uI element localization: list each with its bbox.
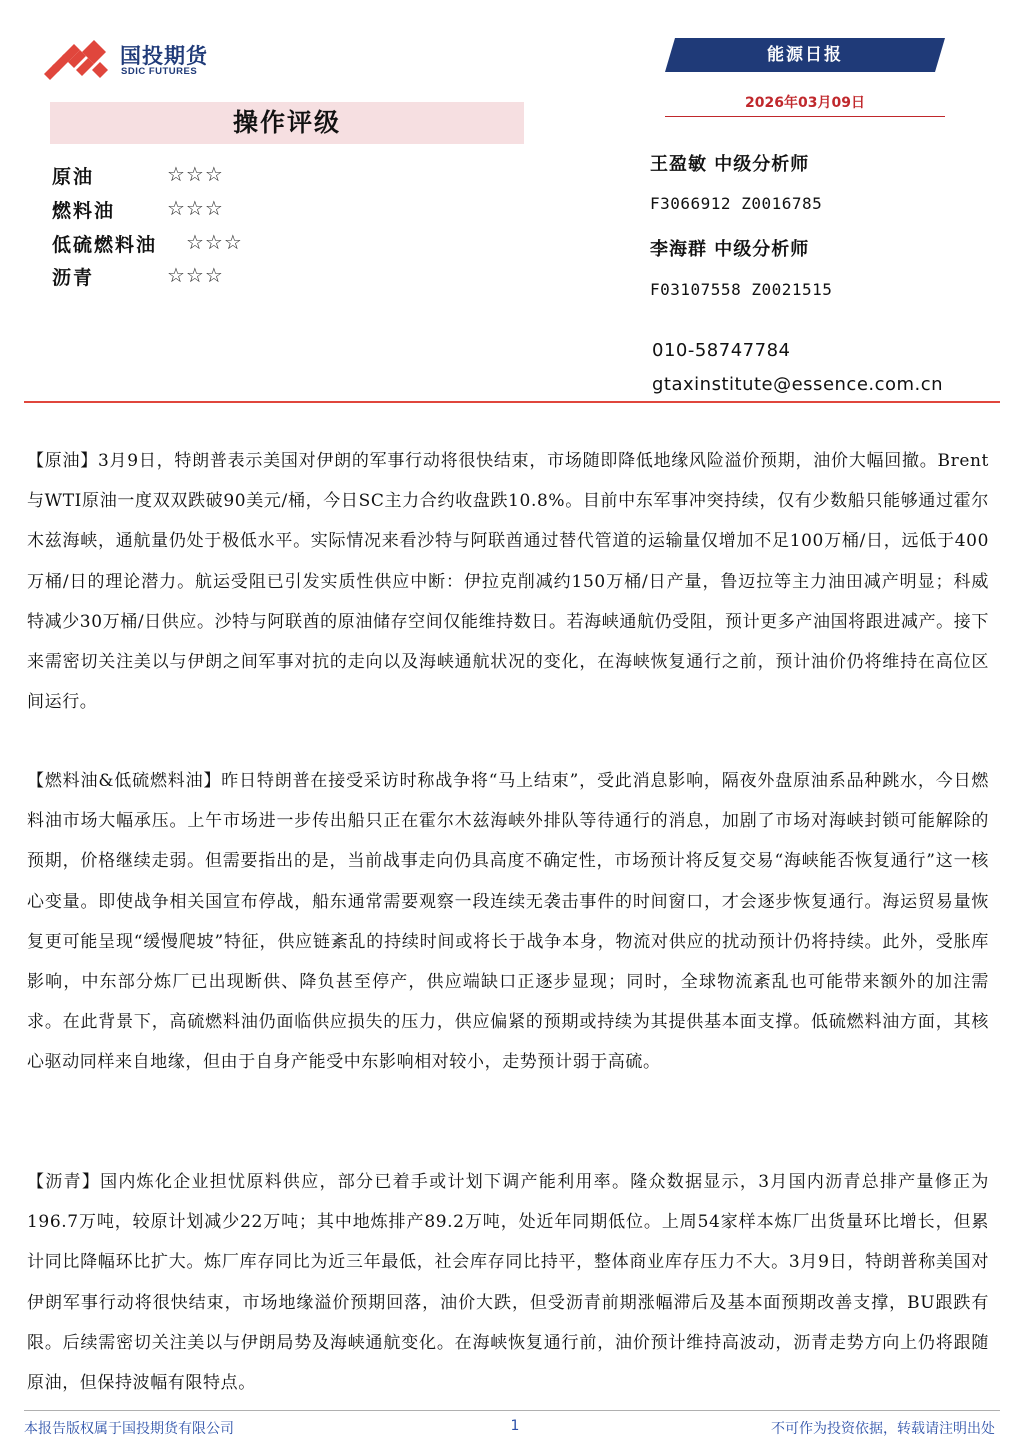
header-divider [24, 401, 1000, 403]
company-logo [42, 40, 242, 80]
logo-chinese-name: 国投期货 [120, 44, 208, 68]
rating-label-low-sulfur-fuel-oil: 低硫燃料油 [52, 234, 158, 256]
logo-mark-icon [42, 40, 114, 80]
paragraph-crude-oil: 【原油】3月9日，特朗普表示美国对伊朗的军事行动将很快结束，市场随即降低地缘风险溢价预期，油价大幅回撤。Brent与WTI原油一度双双跌破90美元/桶，今日SC主力合约收盘跌10.8%。目前中东军事冲突持续，仅有少数船只能够通过霍尔木兹海峡，通航量仍处于极低水平。实际情况来看沙特与阿联酋通过替代管道的运输量仅增加不足100万桶/日，远低于400万桶/日的理论潜力。航运受阻已引发实质性供应中断：伊拉克削减约150万桶/日产量，鲁迈拉等主力油田减产明显；科威特减少30万桶/日供应。沙特与阿联酋的原油储存空间仅能维持数日。若海峡通航仍受阻，预计更多产油国将跟进减产。接下来需密切关注美以与伊朗之间军事对抗的走向以及海峡通航状况的变化，在海峡恢复通行之前，预计油价仍将维持在高位区间运行。 [27, 451, 989, 713]
date-divider [665, 116, 945, 117]
contact-phone: 010-58747784 [652, 340, 791, 361]
page-number: 1 [510, 1418, 520, 1434]
report-date: 2026年03月09日 [745, 95, 865, 111]
report-type-banner [665, 38, 945, 72]
rating-stars-fuel-oil: ☆☆☆ [167, 196, 224, 220]
rating-title: 操作评级 [50, 102, 524, 144]
paragraph-asphalt: 【沥青】国内炼化企业担忧原料供应，部分已着手或计划下调产能利用率。隆众数据显示，3月国内沥青总排产量修正为196.7万吨，较原计划减少22万吨；其中地炼排产89.2万吨，处近年同期低位。上周54家样本炼厂出货量环比增长，但累计同比降幅环比扩大。炼厂库存同比为近三年最低，社会库存同比持平，整体商业库存压力不大。3月9日，特朗普称美国对伊朗军事行动将很快结束，市场地缘溢价预期回落，油价大跌，但受沥青前期涨幅滞后及基本面预期改善支撑，BU跟跌有限。后续需密切关注美以与伊朗局势及海峡通航变化。在海峡恢复通行前，油价预计维持高波动，沥青走势方向上仍将跟随原油，但保持波幅有限特点。 [27, 1172, 989, 1394]
rating-label-fuel-oil: 燃料油 [52, 200, 116, 222]
report-type-label: 能源日报 [767, 45, 843, 65]
paragraph-fuel-oil: 【燃料油&低硫燃料油】昨日特朗普在接受采访时称战争将“马上结束”，受此消息影响，隔夜外盘原油系品种跳水，今日燃料油市场大幅承压。上午市场进一步传出船只正在霍尔木兹海峡外排队等待通行的消息，加剧了市场对海峡封锁可能解除的预期，价格继续走弱。但需要指出的是，当前战事走向仍具高度不确定性，市场预计将反复交易“海峡能否恢复通行”这一核心变量。即使战争相关国宣布停战，船东通常需要观察一段连续无袭击事件的时间窗口，才会逐步恢复通行。海运贸易量恢复更可能呈现“缓慢爬坡”特征，供应链紊乱的持续时间或将长于战争本身，物流对供应的扰动预计仍将持续。此外，受胀库影响，中东部分炼厂已出现断供、降负甚至停产，供应端缺口正逐步显现；同时，全球物流紊乱也可能带来额外的加注需求。在此背景下，高硫燃料油仍面临供应损失的压力，供应偏紧的预期或持续为其提供基本面支撑。低硫燃料油方面，其核心驱动同样来自地缘，但由于自身产能受中东影响相对较小，走势预计弱于高硫。 [27, 771, 989, 1073]
footer-disclaimer: 不可作为投资依据，转载请注明出处 [771, 1421, 995, 1437]
analyst-license-2: F03107558 Z0021515 [650, 280, 833, 299]
rating-stars-asphalt: ☆☆☆ [167, 263, 224, 287]
footer-divider [24, 1410, 1000, 1411]
logo-english-name: SDIC FUTURES [121, 66, 198, 77]
rating-stars-crude-oil: ☆☆☆ [167, 162, 224, 186]
analyst-license-1: F3066912 Z0016785 [650, 194, 823, 213]
rating-stars-low-sulfur-fuel-oil: ☆☆☆ [186, 230, 243, 254]
rating-label-crude-oil: 原油 [52, 166, 95, 188]
analyst-name-1: 王盈敏 中级分析师 [650, 154, 810, 175]
contact-email[interactable]: gtaxinstitute@essence.com.cn [652, 374, 944, 395]
analyst-name-2: 李海群 中级分析师 [650, 239, 810, 260]
rating-label-asphalt: 沥青 [52, 267, 95, 289]
footer-copyright: 本报告版权属于国投期货有限公司 [24, 1421, 234, 1437]
